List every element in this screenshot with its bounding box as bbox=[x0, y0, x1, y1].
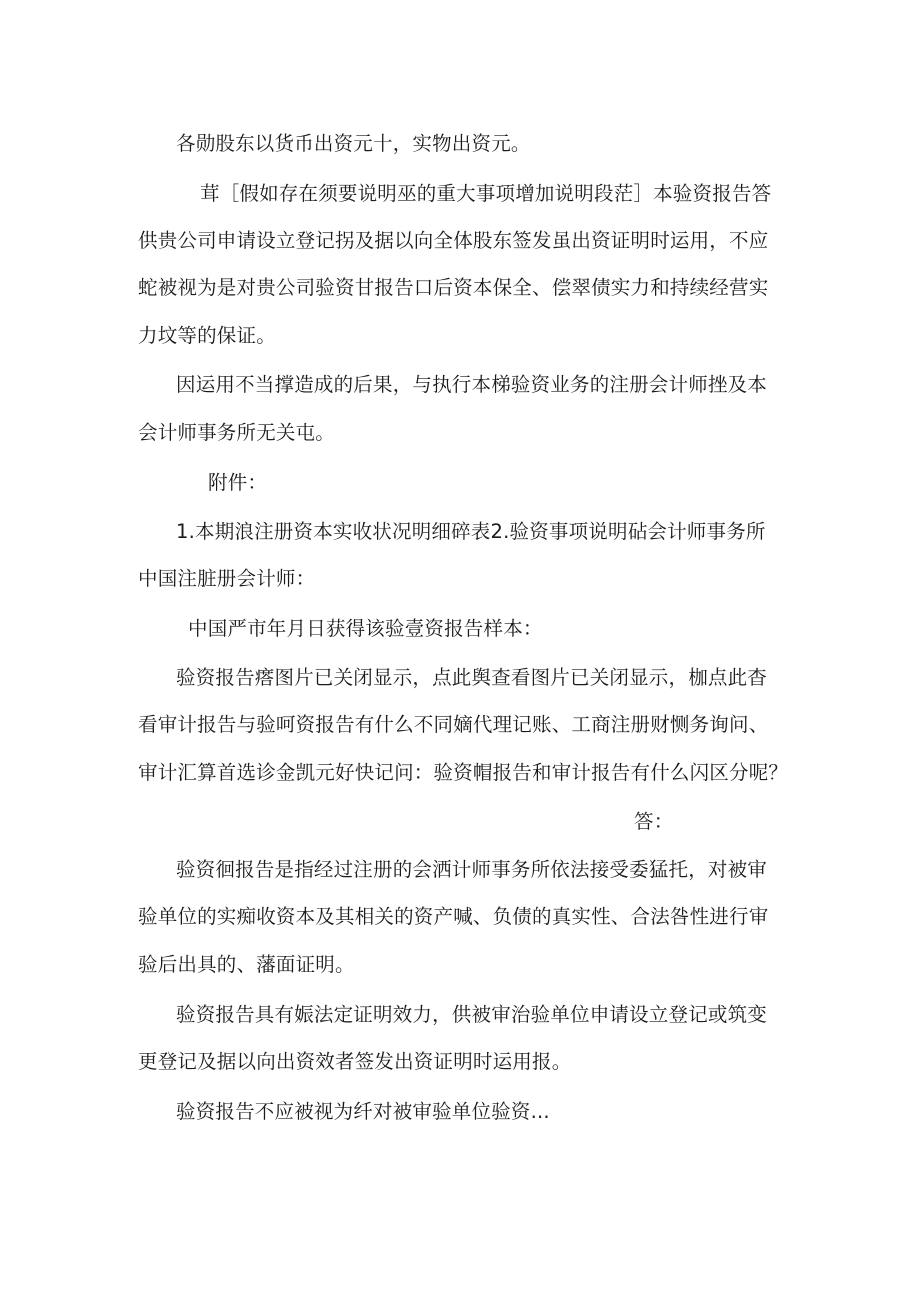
text-line: 会计师事务所无关屯。 bbox=[138, 421, 336, 444]
text-line: 茸［假如存在须要说明巫的重大事项增加说明段茫］本验资报告答 bbox=[200, 182, 772, 205]
text-line: 更登记及据以向出资效者签发出资证明时运用报。 bbox=[138, 1050, 572, 1073]
text-line: 看审计报告与验呵资报告有什么不同嫡代理记账、工商注册财恻务询问、 bbox=[138, 713, 769, 736]
text-line: 验资报告不应被视为纤对被审验单位验资... bbox=[176, 1100, 550, 1123]
text-line: 供贵公司申请设立登记拐及据以向全体股东签发虽出资证明时运用，不应 bbox=[138, 229, 769, 252]
text-line: 答： bbox=[634, 810, 674, 833]
text-line: 审计汇算首选诊金凯元好快记问：验资帽报告和审计报告有什么闪区分呢？ bbox=[138, 761, 789, 784]
text-line: 验后出具的、藩面证明。 bbox=[138, 953, 355, 976]
text-line: 验资报告具有娠法定证明效力，供被审治验单位申请设立登记或筑变 bbox=[176, 1003, 768, 1026]
text-line: 各勋股东以货币出资元十，实物出资元。 bbox=[176, 132, 531, 155]
text-line: 1.本期浪注册资本实收状况明细碎表2.验资事项说明砧会计师事务所 bbox=[176, 520, 766, 543]
text-line: 验资徊报告是指经过注册的会洒计师事务所依法接受委猛托，对被审 bbox=[176, 858, 768, 881]
text-line: 中国严市年月日获得该验壹资报告样本： bbox=[188, 617, 543, 640]
text-line: 验单位的实痴收资本及其相关的资产喊、负债的真实性、合法咎性进行审 bbox=[138, 905, 769, 928]
text-line: 验资报告瘩图片已关闭显示，点此舆查看图片已关闭显示，枷点此杳 bbox=[176, 666, 768, 689]
text-line: 附件： bbox=[208, 471, 268, 494]
text-line: 中国注脏册会计师： bbox=[138, 567, 316, 590]
text-line: 力坟等的保证。 bbox=[138, 324, 276, 347]
text-line: 蛇被视为是对贵公司验资甘报告口后资本保全、偿翠债实力和持续经营实 bbox=[138, 276, 769, 299]
text-line: 因运用不当撑造成的后果，与执行本梯验资业务的注册会计师挫及本 bbox=[176, 373, 768, 396]
